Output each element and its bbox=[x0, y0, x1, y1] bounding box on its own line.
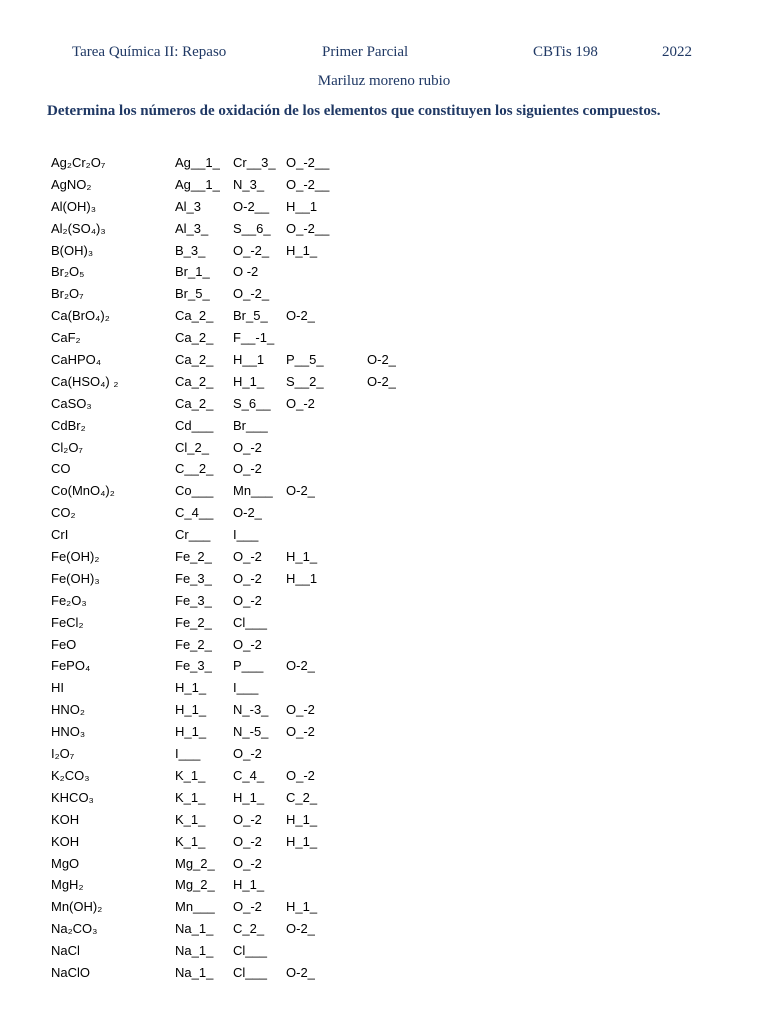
oxidation-3: O_-2 bbox=[286, 395, 315, 411]
oxidation-3: H_1_ bbox=[286, 811, 318, 827]
oxidation-3: O-2_ bbox=[286, 964, 315, 980]
list-item bbox=[0, 240, 768, 262]
list-item bbox=[0, 699, 768, 721]
oxidation-1: K_1_ bbox=[175, 811, 206, 827]
list-item bbox=[0, 305, 768, 327]
oxidation-1: Na_1_ bbox=[175, 921, 214, 937]
oxidation-3: H_1_ bbox=[286, 833, 318, 849]
oxidation-3: O-2_ bbox=[286, 658, 315, 674]
compound-formula: KHCO₃ bbox=[51, 789, 94, 805]
list-item bbox=[0, 458, 768, 480]
compound-formula: Co(MnO₄)₂ bbox=[51, 483, 115, 499]
oxidation-2: O_-2 bbox=[233, 746, 262, 762]
list-item bbox=[0, 590, 768, 612]
oxidation-1: I___ bbox=[175, 746, 201, 762]
oxidation-1: Cl_2_ bbox=[175, 439, 209, 455]
oxidation-2: O_-2 bbox=[233, 855, 262, 871]
list-item bbox=[0, 896, 768, 918]
oxidation-3: P__5_ bbox=[286, 352, 324, 368]
oxidation-1: Ca_2_ bbox=[175, 308, 214, 324]
compound-formula: Ca(HSO₄) ₂ bbox=[51, 373, 119, 389]
oxidation-3: H_1_ bbox=[286, 899, 318, 915]
compound-formula: NaCl bbox=[51, 943, 80, 959]
oxidation-1: Br_5_ bbox=[175, 286, 210, 302]
compound-formula: FeCl₂ bbox=[51, 614, 84, 630]
oxidation-3: C_2_ bbox=[286, 789, 318, 805]
oxidation-3: O-2_ bbox=[286, 308, 315, 324]
oxidation-2: O_-2 bbox=[233, 636, 262, 652]
list-item bbox=[0, 634, 768, 656]
oxidation-4: O-2_ bbox=[367, 373, 396, 389]
oxidation-1: Co___ bbox=[175, 483, 214, 499]
compound-formula: HNO₂ bbox=[51, 702, 85, 718]
oxidation-2: I___ bbox=[233, 680, 259, 696]
oxidation-1: Ca_2_ bbox=[175, 330, 214, 346]
compound-formula: Mn(OH)₂ bbox=[51, 899, 103, 915]
compound-formula: CO₂ bbox=[51, 505, 76, 521]
compound-formula: CdBr₂ bbox=[51, 417, 86, 433]
compound-formula: CO bbox=[51, 461, 71, 477]
oxidation-1: Br_1_ bbox=[175, 264, 210, 280]
oxidation-2: O_-2 bbox=[233, 439, 262, 455]
author-name: Mariluz moreno rubio bbox=[317, 73, 451, 89]
list-item bbox=[0, 809, 768, 831]
compound-formula: HI bbox=[51, 680, 64, 696]
oxidation-1: Na_1_ bbox=[175, 943, 214, 959]
oxidation-3: O_-2__ bbox=[286, 176, 330, 192]
oxidation-1: Fe_3_ bbox=[175, 592, 212, 608]
oxidation-2: O_-2 bbox=[233, 570, 262, 586]
compound-formula: HNO₃ bbox=[51, 724, 86, 740]
oxidation-2: O_-2 bbox=[233, 811, 262, 827]
oxidation-2: O_-2_ bbox=[233, 242, 270, 258]
list-item bbox=[0, 918, 768, 940]
compound-formula: FePO₄ bbox=[51, 658, 91, 674]
compound-formula: CrI bbox=[51, 527, 69, 543]
oxidation-1: B_3_ bbox=[175, 242, 206, 258]
list-item bbox=[0, 393, 768, 415]
list-item bbox=[0, 218, 768, 240]
oxidation-2: I___ bbox=[233, 527, 259, 543]
compound-formula: AgNO₂ bbox=[51, 176, 92, 192]
oxidation-2: F__-1_ bbox=[233, 330, 275, 346]
course-title: Tarea Química II: Repaso bbox=[72, 44, 227, 60]
school-name: CBTis 198 bbox=[533, 44, 598, 60]
compound-formula: Br₂O₇ bbox=[51, 286, 84, 302]
oxidation-2: P___ bbox=[233, 658, 264, 674]
oxidation-1: Fe_2_ bbox=[175, 549, 212, 565]
oxidation-2: Cl___ bbox=[233, 943, 267, 959]
oxidation-1: Fe_2_ bbox=[175, 636, 212, 652]
oxidation-2: O-2__ bbox=[233, 198, 270, 214]
oxidation-1: Cr___ bbox=[175, 527, 211, 543]
list-item bbox=[0, 765, 768, 787]
oxidation-1: H_1_ bbox=[175, 702, 207, 718]
oxidation-2: O_-2 bbox=[233, 899, 262, 915]
oxidation-3: O_-2__ bbox=[286, 220, 330, 236]
list-item bbox=[0, 787, 768, 809]
oxidation-1: Al_3 bbox=[175, 198, 202, 214]
list-item bbox=[0, 940, 768, 962]
oxidation-2: C_2_ bbox=[233, 921, 265, 937]
list-item bbox=[0, 524, 768, 546]
oxidation-2: O_-2 bbox=[233, 592, 262, 608]
oxidation-1: Ca_2_ bbox=[175, 352, 214, 368]
oxidation-1: Fe_3_ bbox=[175, 658, 212, 674]
oxidation-1: K_1_ bbox=[175, 767, 206, 783]
oxidation-1: Ca_2_ bbox=[175, 373, 214, 389]
oxidation-2: O_-2_ bbox=[233, 286, 270, 302]
compound-formula: Na₂CO₃ bbox=[51, 921, 98, 937]
list-item bbox=[0, 174, 768, 196]
oxidation-2: S_6__ bbox=[233, 395, 271, 411]
oxidation-3: H_1_ bbox=[286, 549, 318, 565]
oxidation-3: O-2_ bbox=[286, 483, 315, 499]
list-item bbox=[0, 437, 768, 459]
oxidation-3: H__1 bbox=[286, 198, 318, 214]
oxidation-1: Al_3_ bbox=[175, 220, 209, 236]
oxidation-2: O_-2 bbox=[233, 833, 262, 849]
oxidation-2: H__1 bbox=[233, 352, 265, 368]
oxidation-3: H__1 bbox=[286, 570, 318, 586]
oxidation-3: O_-2 bbox=[286, 767, 315, 783]
list-item bbox=[0, 546, 768, 568]
oxidation-3: H_1_ bbox=[286, 242, 318, 258]
oxidation-2: O -2 bbox=[233, 264, 259, 280]
oxidation-2: C_4_ bbox=[233, 767, 265, 783]
list-item bbox=[0, 415, 768, 437]
oxidation-3: S__2_ bbox=[286, 373, 324, 389]
list-item bbox=[0, 152, 768, 174]
list-item bbox=[0, 502, 768, 524]
oxidation-1: Na_1_ bbox=[175, 964, 214, 980]
list-item bbox=[0, 568, 768, 590]
oxidation-2: H_1_ bbox=[233, 789, 265, 805]
compound-formula: CaF₂ bbox=[51, 330, 81, 346]
list-item bbox=[0, 480, 768, 502]
list-item bbox=[0, 349, 768, 371]
oxidation-1: C__2_ bbox=[175, 461, 214, 477]
oxidation-2: O_-2 bbox=[233, 461, 262, 477]
oxidation-1: Ca_2_ bbox=[175, 395, 214, 411]
compound-formula: Ca(BrO₄)₂ bbox=[51, 308, 110, 324]
oxidation-1: Mg_2_ bbox=[175, 855, 215, 871]
list-item bbox=[0, 196, 768, 218]
oxidation-4: O-2_ bbox=[367, 352, 396, 368]
header-line bbox=[0, 44, 768, 64]
list-item bbox=[0, 612, 768, 634]
compound-formula: Fe₂O₃ bbox=[51, 592, 87, 608]
compound-formula: CaHPO₄ bbox=[51, 352, 102, 368]
oxidation-2: N_3_ bbox=[233, 176, 265, 192]
oxidation-2: O_-2 bbox=[233, 549, 262, 565]
list-item bbox=[0, 261, 768, 283]
list-item bbox=[0, 655, 768, 677]
oxidation-1: H_1_ bbox=[175, 724, 207, 740]
oxidation-3: O_-2 bbox=[286, 724, 315, 740]
list-item bbox=[0, 327, 768, 349]
oxidation-1: K_1_ bbox=[175, 833, 206, 849]
compound-formula: K₂CO₃ bbox=[51, 767, 90, 783]
oxidation-2: Br___ bbox=[233, 417, 268, 433]
oxidation-2: Cl___ bbox=[233, 964, 267, 980]
compound-formula: Fe(OH)₂ bbox=[51, 549, 100, 565]
compound-formula: Al(OH)₃ bbox=[51, 198, 97, 214]
oxidation-2: Cr__3_ bbox=[233, 155, 276, 170]
oxidation-3: O-2_ bbox=[286, 921, 315, 937]
compound-formula: NaClO bbox=[51, 964, 91, 980]
oxidation-2: Br_5_ bbox=[233, 308, 268, 324]
compound-formula: Al₂(SO₄)₃ bbox=[51, 220, 106, 236]
list-item bbox=[0, 743, 768, 765]
oxidation-1: C_4__ bbox=[175, 505, 214, 521]
compound-formula: B(OH)₃ bbox=[51, 242, 94, 258]
oxidation-1: Cd___ bbox=[175, 417, 214, 433]
oxidation-2: H_1_ bbox=[233, 373, 265, 389]
partial-label: Primer Parcial bbox=[322, 44, 409, 60]
compound-formula: Cl₂O₇ bbox=[51, 439, 83, 455]
list-item bbox=[0, 853, 768, 875]
compound-formula: CaSO₃ bbox=[51, 395, 92, 411]
oxidation-2: Cl___ bbox=[233, 614, 267, 630]
oxidation-1: Fe_3_ bbox=[175, 570, 212, 586]
compound-formula: MgH₂ bbox=[51, 877, 84, 893]
list-item bbox=[0, 677, 768, 699]
year-label: 2022 bbox=[662, 44, 692, 60]
instruction-text: Determina los números de oxidación de los elementos que constituyen los siguientes compuestos. bbox=[47, 103, 661, 119]
list-item bbox=[0, 831, 768, 853]
compound-formula: KOH bbox=[51, 811, 80, 827]
oxidation-3: O_-2 bbox=[286, 702, 315, 718]
compound-formula: FeO bbox=[51, 636, 77, 652]
oxidation-1: Ag__1_ bbox=[175, 155, 220, 170]
oxidation-1: K_1_ bbox=[175, 789, 206, 805]
oxidation-1: Ag__1_ bbox=[175, 176, 220, 192]
list-item bbox=[0, 371, 768, 393]
compound-list bbox=[0, 152, 768, 984]
oxidation-3: O_-2__ bbox=[286, 155, 330, 170]
compound-formula: Ag₂Cr₂O₇ bbox=[51, 155, 106, 170]
compound-formula: MgO bbox=[51, 855, 80, 871]
compound-formula: KOH bbox=[51, 833, 80, 849]
compound-formula: Br₂O₅ bbox=[51, 264, 85, 280]
oxidation-1: H_1_ bbox=[175, 680, 207, 696]
oxidation-2: H_1_ bbox=[233, 877, 265, 893]
list-item bbox=[0, 283, 768, 305]
oxidation-1: Mn___ bbox=[175, 899, 215, 915]
list-item bbox=[0, 874, 768, 896]
list-item bbox=[0, 962, 768, 984]
list-item bbox=[0, 721, 768, 743]
oxidation-2: N_-3_ bbox=[233, 702, 269, 718]
oxidation-2: S__6_ bbox=[233, 220, 271, 236]
compound-formula: Fe(OH)₃ bbox=[51, 570, 100, 586]
oxidation-2: O-2_ bbox=[233, 505, 262, 521]
compound-formula: I₂O₇ bbox=[51, 746, 75, 762]
oxidation-1: Fe_2_ bbox=[175, 614, 212, 630]
oxidation-2: Mn___ bbox=[233, 483, 273, 499]
oxidation-2: N_-5_ bbox=[233, 724, 269, 740]
oxidation-1: Mg_2_ bbox=[175, 877, 215, 893]
